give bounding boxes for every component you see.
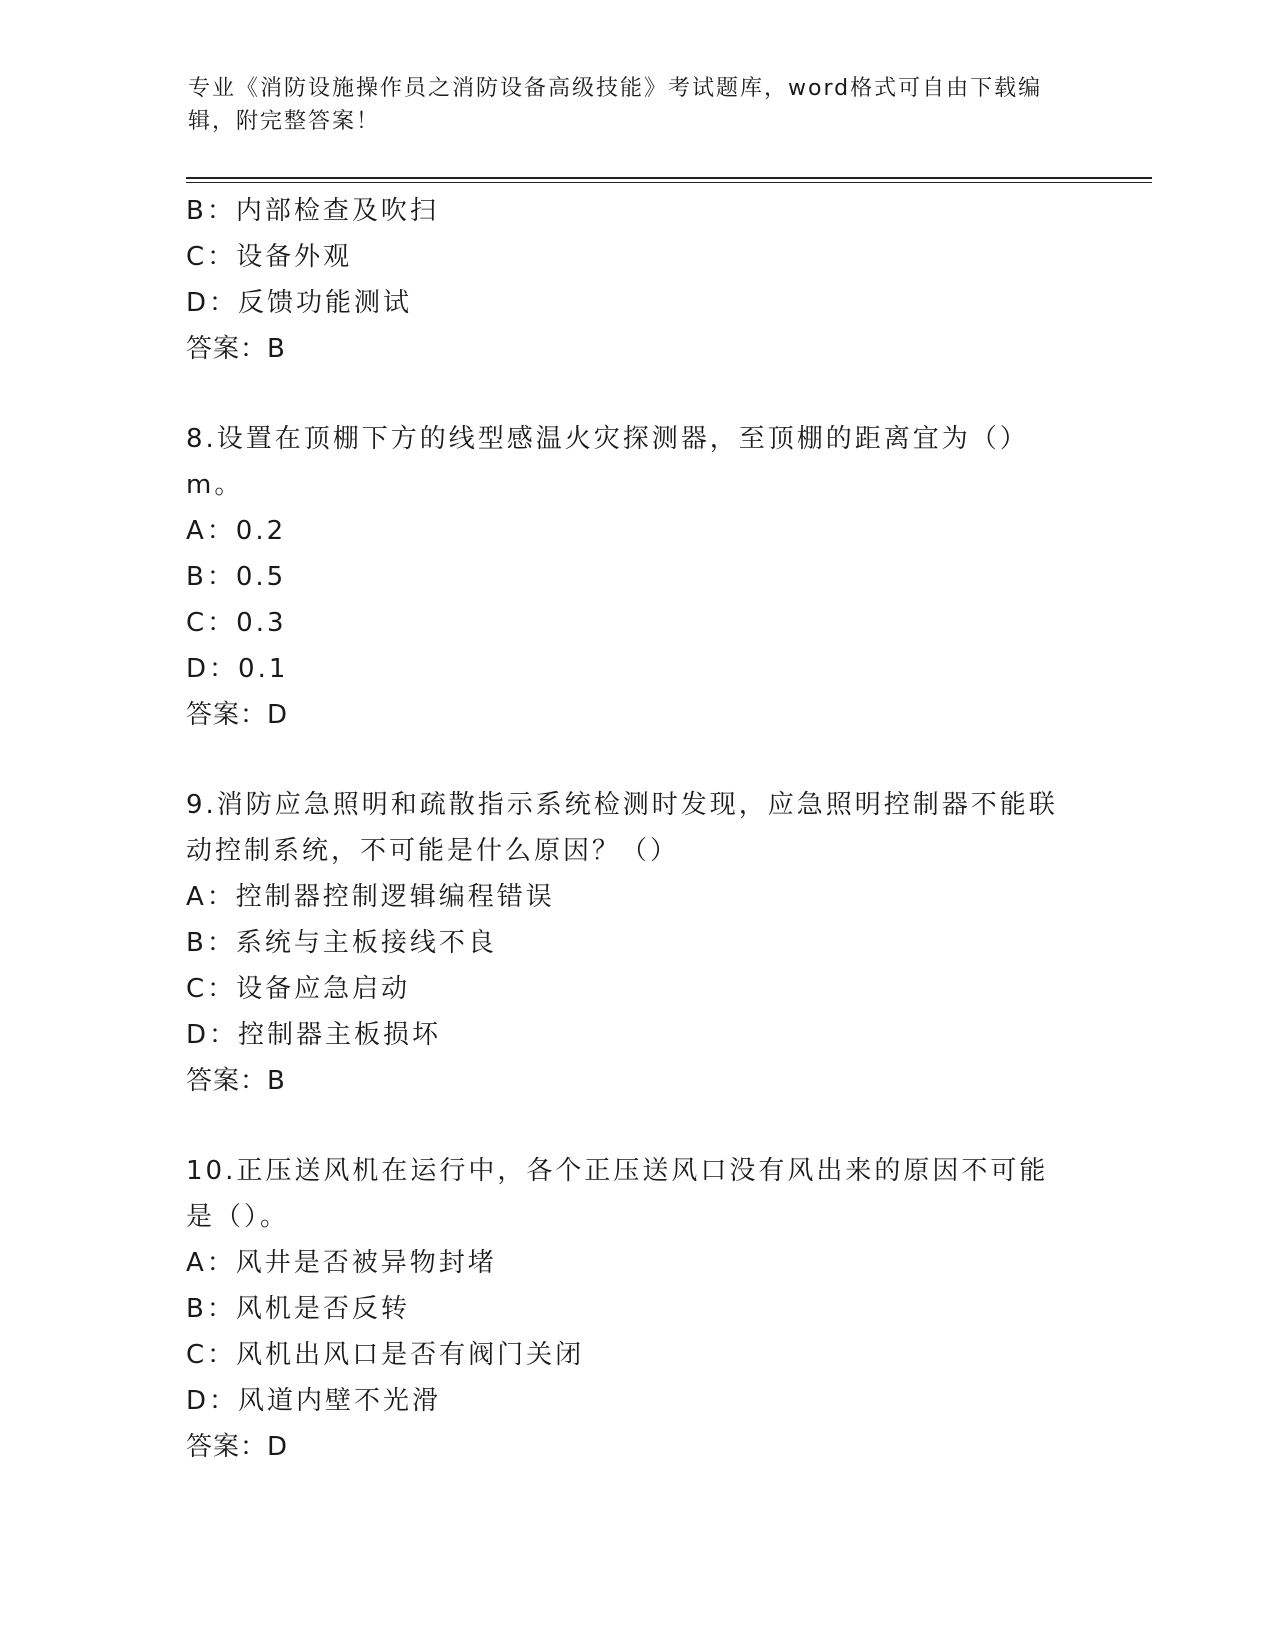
- answer-line: 答案：D: [186, 700, 289, 730]
- option-b: B：系统与主板接线不良: [186, 928, 497, 958]
- answer-line: 答案：B: [186, 334, 286, 364]
- question-10: [186, 1148, 1086, 1470]
- question-stem: 8.设置在顶棚下方的线型感温火灾探测器，至顶棚的距离宜为（）m。: [186, 424, 1029, 500]
- option-b: B：0.5: [186, 562, 287, 592]
- option-b: B：风机是否反转: [186, 1294, 410, 1324]
- option-a: A：控制器控制逻辑编程错误: [186, 882, 555, 912]
- previous-question-tail: [186, 188, 1086, 372]
- option-c: C：设备外观: [186, 242, 353, 272]
- header-note: 专业《消防设施操作员之消防设备高级技能》考试题库，word格式可自由下载编辑，附完整答案！: [188, 76, 1043, 134]
- answer-line: 答案：B: [186, 1066, 286, 1096]
- option-d: D：反馈功能测试: [186, 288, 413, 318]
- option-c: C：风机出风口是否有阀门关闭: [186, 1340, 585, 1370]
- option-a: A：风井是否被异物封堵: [186, 1248, 497, 1278]
- option-c: C：0.3: [186, 608, 287, 638]
- option-d: D：0.1: [186, 654, 289, 684]
- option-d: D：控制器主板损坏: [186, 1020, 442, 1050]
- question-stem: 9.消防应急照明和疏散指示系统检测时发现，应急照明控制器不能联动控制系统，不可能是什么原因？（）: [186, 790, 1058, 866]
- question-stem: 10.正压送风机在运行中，各个正压送风口没有风出来的原因不可能是（）。: [186, 1156, 1049, 1232]
- question-9: [186, 782, 1086, 1104]
- header-divider-thick: [186, 177, 1152, 179]
- option-a: A：0.2: [186, 516, 287, 546]
- question-content: [186, 188, 1086, 1470]
- option-c: C：设备应急启动: [186, 974, 411, 1004]
- question-8: [186, 416, 1086, 738]
- header-divider-thin: [186, 182, 1152, 183]
- answer-line: 答案：D: [186, 1432, 289, 1462]
- option-d: D：风道内壁不光滑: [186, 1386, 442, 1416]
- option-b: B：内部检查及吹扫: [186, 196, 439, 226]
